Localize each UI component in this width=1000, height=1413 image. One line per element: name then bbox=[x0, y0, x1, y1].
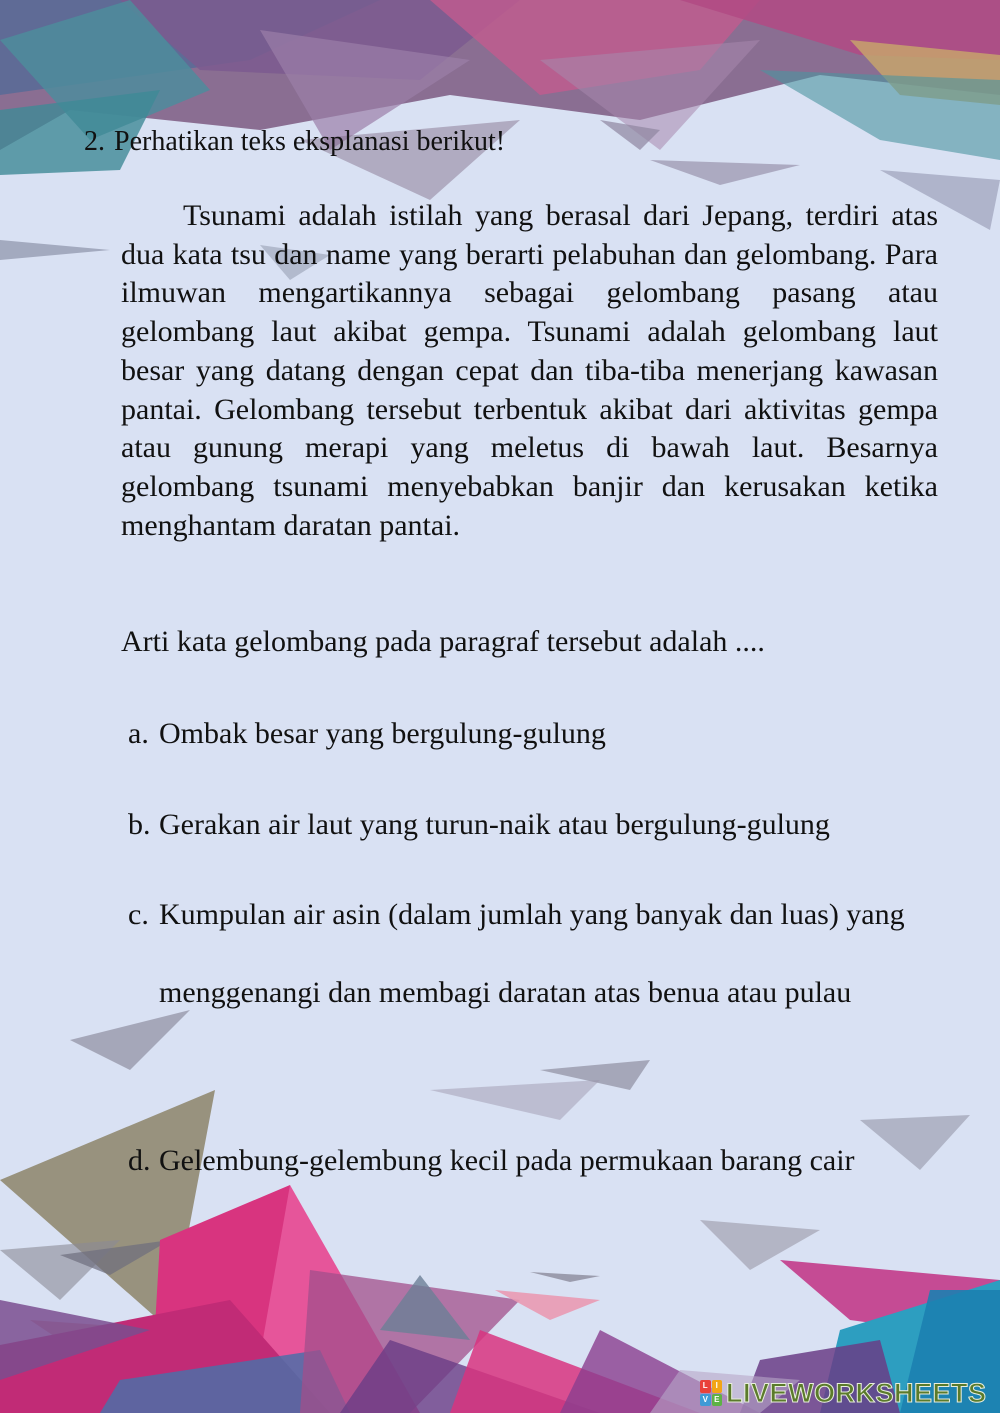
logo-letter-i: I bbox=[712, 1380, 723, 1393]
logo-letter-l: L bbox=[700, 1380, 711, 1393]
option-b-text: Gerakan air laut yang turun-naik atau bergulung-gulung bbox=[159, 808, 830, 841]
option-d-letter: d. bbox=[128, 1144, 151, 1177]
option-c[interactable] bbox=[128, 895, 948, 1031]
option-b[interactable] bbox=[128, 805, 948, 845]
option-a-text: Ombak besar yang bergulung-gulung bbox=[159, 717, 606, 750]
option-c-text: Kumpulan air asin (dalam jumlah yang banyak dan luas) yang menggenangi dan membagi daratan atas benua atau pulau bbox=[159, 898, 905, 1009]
option-d[interactable] bbox=[128, 1141, 948, 1181]
option-a[interactable] bbox=[128, 714, 948, 754]
liveworksheets-watermark bbox=[700, 1376, 987, 1410]
option-a-letter: a. bbox=[128, 717, 149, 750]
liveworksheets-brand-name: LIVEWORKSHEETS bbox=[726, 1377, 987, 1408]
liveworksheets-logo-icon bbox=[700, 1380, 722, 1406]
logo-letter-e: E bbox=[712, 1394, 723, 1407]
question-heading-text: Perhatikan teks eksplanasi berikut! bbox=[114, 126, 506, 157]
logo-letter-v: V bbox=[700, 1394, 711, 1407]
question-prompt: Arti kata gelombang pada paragraf tersebut adalah .... bbox=[121, 625, 765, 658]
question-heading bbox=[84, 122, 505, 162]
question-number: 2. bbox=[84, 126, 105, 157]
option-b-letter: b. bbox=[128, 808, 151, 841]
explanation-passage: Tsunami adalah istilah yang berasal dari Jepang, terdiri atas dua kata tsu dan name yang berarti pelabuhan dan gelombang. Para ilmuwan mengartikannya sebagai gelombang pasang atau gelombang laut akibat gempa. Tsunami adalah gelombang laut besar yang datang dengan cepat dan tiba-tiba menerjang kawasan pantai. Gelombang tersebut terbentuk akibat dari aktivitas gempa atau gunung merapi yang meletus di bawah laut. Besarnya gelombang tsunami menyebabkan banjir dan kerusakan ketika menghantam daratan pantai. bbox=[121, 199, 938, 542]
option-d-text: Gelembung-gelembung kecil pada permukaan barang cair bbox=[159, 1144, 855, 1177]
option-c-letter: c. bbox=[128, 898, 149, 931]
